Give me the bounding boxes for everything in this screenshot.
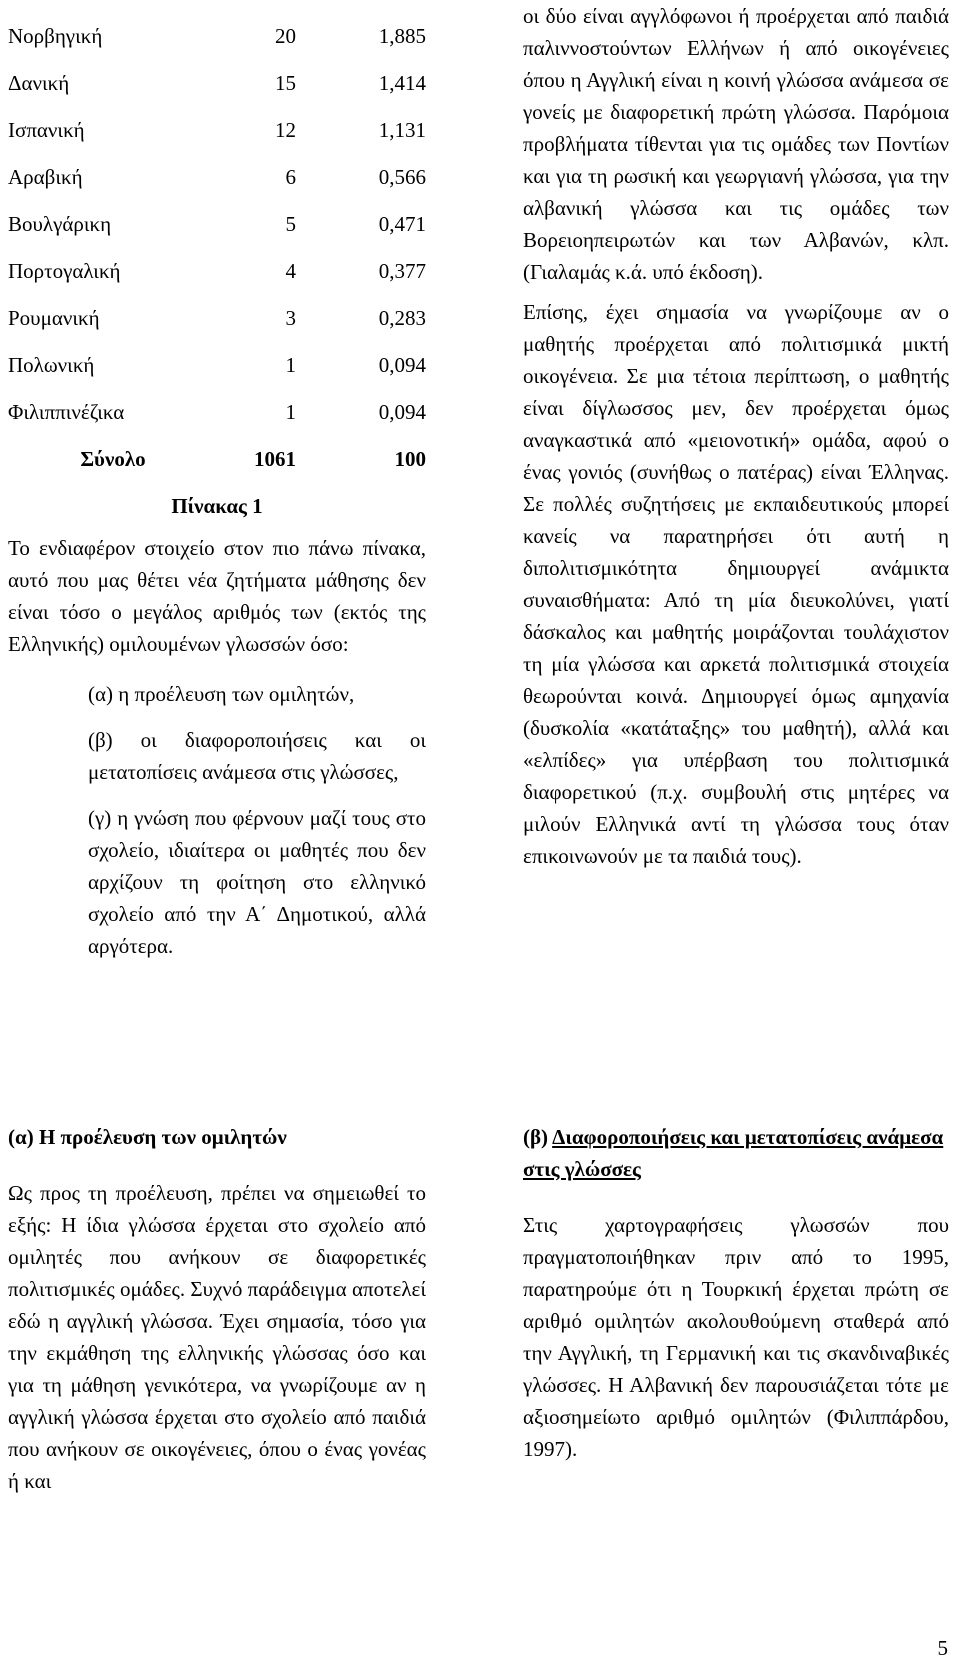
table-row — [8, 341, 426, 388]
cell-language: Πορτογαλική — [8, 258, 121, 283]
list-item-origin: (α) η προέλευση των ομιλητών, — [88, 682, 355, 706]
table-row — [8, 388, 426, 435]
table-row — [8, 106, 426, 153]
left-column — [8, 12, 426, 962]
cell-count: 1 — [285, 352, 296, 377]
cell-percent: 1,131 — [378, 117, 426, 142]
cell-count: 1061 — [254, 446, 296, 471]
languages-table — [8, 12, 426, 482]
cell-percent: 0,471 — [378, 211, 426, 236]
section-a-heading: (α) Η προέλευση των ομιλητών — [8, 1125, 287, 1149]
table-row — [8, 294, 426, 341]
cell-language: Φιλιππινέζικα — [8, 399, 125, 424]
cell-percent: 0,094 — [378, 399, 426, 424]
section-b — [523, 1121, 949, 1465]
cell-percent: 0,566 — [378, 164, 426, 189]
table-row — [8, 247, 426, 294]
right-paragraph-2: Επίσης, έχει σημασία να γνωρίζουμε αν ο μαθητής προέρχεται από πολιτισμικά μικτή οικογένεια. Σε μια τέτοια περίπτωση, ο μαθητής είναι δίγλωσσος μεν, δεν προέρχεται όμως αναγκαστικά από «μειονοτική» ομάδα, αφού ο ένας γονιός (συνήθως ο πατέρας) είναι Έλληνας. Σε πολλές συζητήσεις με εκπαιδευτικούς μπορεί κανείς να παρατηρήσει ότι αυτή η διπολιτισμικότητα δημιουργεί ανάμικτα συναισθήματα: Από τη μία διευκολύνει, γιατί δάσκαλος και μαθητής μοιράζονται τουλάχιστον τη μία γλώσσα και αρκετά πολιτισμικά στοιχεία θεωρούνται κοινά. Δημιουργεί όμως αμηχανία (δυσκολία «κατάταξης» του μαθητή), αλλά και «ελπίδες» για υπέρβαση του πολιτισμικά διαφορετικού (π.χ. συμβουλή στις μητέρες να μιλούν Ελληνικά αντί τη γλώσσα τους όταν επικοινωνούν με τα παιδιά τους). — [523, 300, 949, 868]
cell-count: 3 — [285, 305, 296, 330]
cell-count: 6 — [285, 164, 296, 189]
cell-count: 1 — [285, 399, 296, 424]
cell-count: 15 — [275, 70, 296, 95]
cell-language: Σύνολο — [80, 446, 146, 471]
table-row — [8, 153, 426, 200]
cell-count: 4 — [285, 258, 296, 283]
right-paragraph-1: οι δύο είναι αγγλόφωνοι ή προέρχεται από παιδιά παλιννοστούντων Ελλήνων ή από οικογένειες όπου η Αγγλική είναι η κοινή γλώσσα ανάμεσα σε γονείς με διαφορετική πρώτη γλώσσα. Παρόμοια προβλήματα τίθενται για τις ομάδες των Ποντίων και για τη ρωσική και γεωργιανή γλώσσα, για την αλβανική γλώσσα και τις ομάδες των Βορειοηπειρωτών και των Αλβανών, κλπ. (Γιαλαμάς κ.ά. υπό έκδοση). — [523, 4, 949, 284]
section-b-heading-prefix: (β) — [523, 1125, 549, 1149]
cell-count: 20 — [275, 23, 296, 48]
cell-percent: 0,283 — [378, 305, 426, 330]
cell-language: Αραβική — [8, 164, 83, 189]
cell-language: Πολωνική — [8, 352, 95, 377]
section-b-body: Στις χαρτογραφήσεις γλωσσών που πραγματοποιήθηκαν πριν από το 1995, παρατηρούμε ότι η Τουρκική έρχεται πρώτη σε αριθμό ομιλητών ακολουθούμενη σταθερά από την Αγγλική, τη Γερμανική και τις σκανδιναβικές γλώσσες. Η Αλβανική δεν παρουσιάζεται τότε με αξιοσημείωτο αριθμό ομιλητών (Φιλιππάρδου, 1997). — [523, 1213, 949, 1461]
cell-percent: 0,377 — [378, 258, 426, 283]
intro-paragraph: Το ενδιαφέρον στοιχείο στον πιο πάνω πίνακα, αυτό που μας θέτει νέα ζητήματα μάθησης δεν είναι τόσο ο μεγάλος αριθμός των (εκτός της Ελληνικής) ομιλουμένων γλωσσών όσο: — [8, 536, 426, 656]
table-row — [8, 59, 426, 106]
right-column — [523, 0, 949, 872]
section-b-heading-title: Διαφοροποιήσεις και μετατοπίσεις ανάμεσα στις γλώσσες — [523, 1125, 944, 1181]
cell-percent: 100 — [394, 446, 426, 471]
table-row — [8, 200, 426, 247]
list-item-variations: (β) οι διαφοροποιήσεις και οι μετατοπίσεις ανάμεσα στις γλώσσες, — [88, 728, 426, 784]
section-b-heading — [523, 1121, 949, 1185]
cell-percent: 1,414 — [378, 70, 426, 95]
section-a — [8, 1121, 426, 1497]
cell-percent: 1,885 — [378, 23, 426, 48]
list-item-knowledge: (γ) η γνώση που φέρνουν μαζί τους στο σχολείο, ιδιαίτερα οι μαθητές που δεν αρχίζουν τη φοίτηση στο ελληνικό σχολείο από την Α΄ Δημοτικού, αλλά αργότερα. — [88, 806, 426, 958]
cell-language: Βουλγάρικη — [8, 211, 112, 236]
table-total-row — [8, 435, 426, 482]
table-caption: Πίνακας 1 — [171, 494, 263, 518]
cell-language: Ισπανική — [8, 117, 85, 142]
table-body — [8, 12, 426, 482]
cell-count: 12 — [275, 117, 296, 142]
cell-percent: 0,094 — [378, 352, 426, 377]
cell-language: Δανική — [8, 70, 70, 95]
cell-language: Ρουμανική — [8, 305, 100, 330]
page-number: 5 — [937, 1636, 948, 1660]
cell-count: 5 — [285, 211, 296, 236]
table-row — [8, 12, 426, 59]
section-a-body: Ως προς τη προέλευση, πρέπει να σημειωθεί το εξής: Η ίδια γλώσσα έρχεται στο σχολείο από ομιλητές που ανήκουν σε διαφορετικές πολιτισμικές ομάδες. Συχνό παράδειγμα αποτελεί εδώ η αγγλική γλώσσα. Έχει σημασία, τόσο για την εκμάθηση της ελληνικής γλώσσας όσο και για τη μάθηση γενικότερα, να γνωρίζουμε αν η αγγλική γλώσσα έρχεται στο σχολείο από παιδιά που ανήκουν σε οικογένειες, όπου ο ένας γονέας ή και — [8, 1181, 426, 1493]
cell-language: Νορβηγική — [8, 23, 103, 48]
